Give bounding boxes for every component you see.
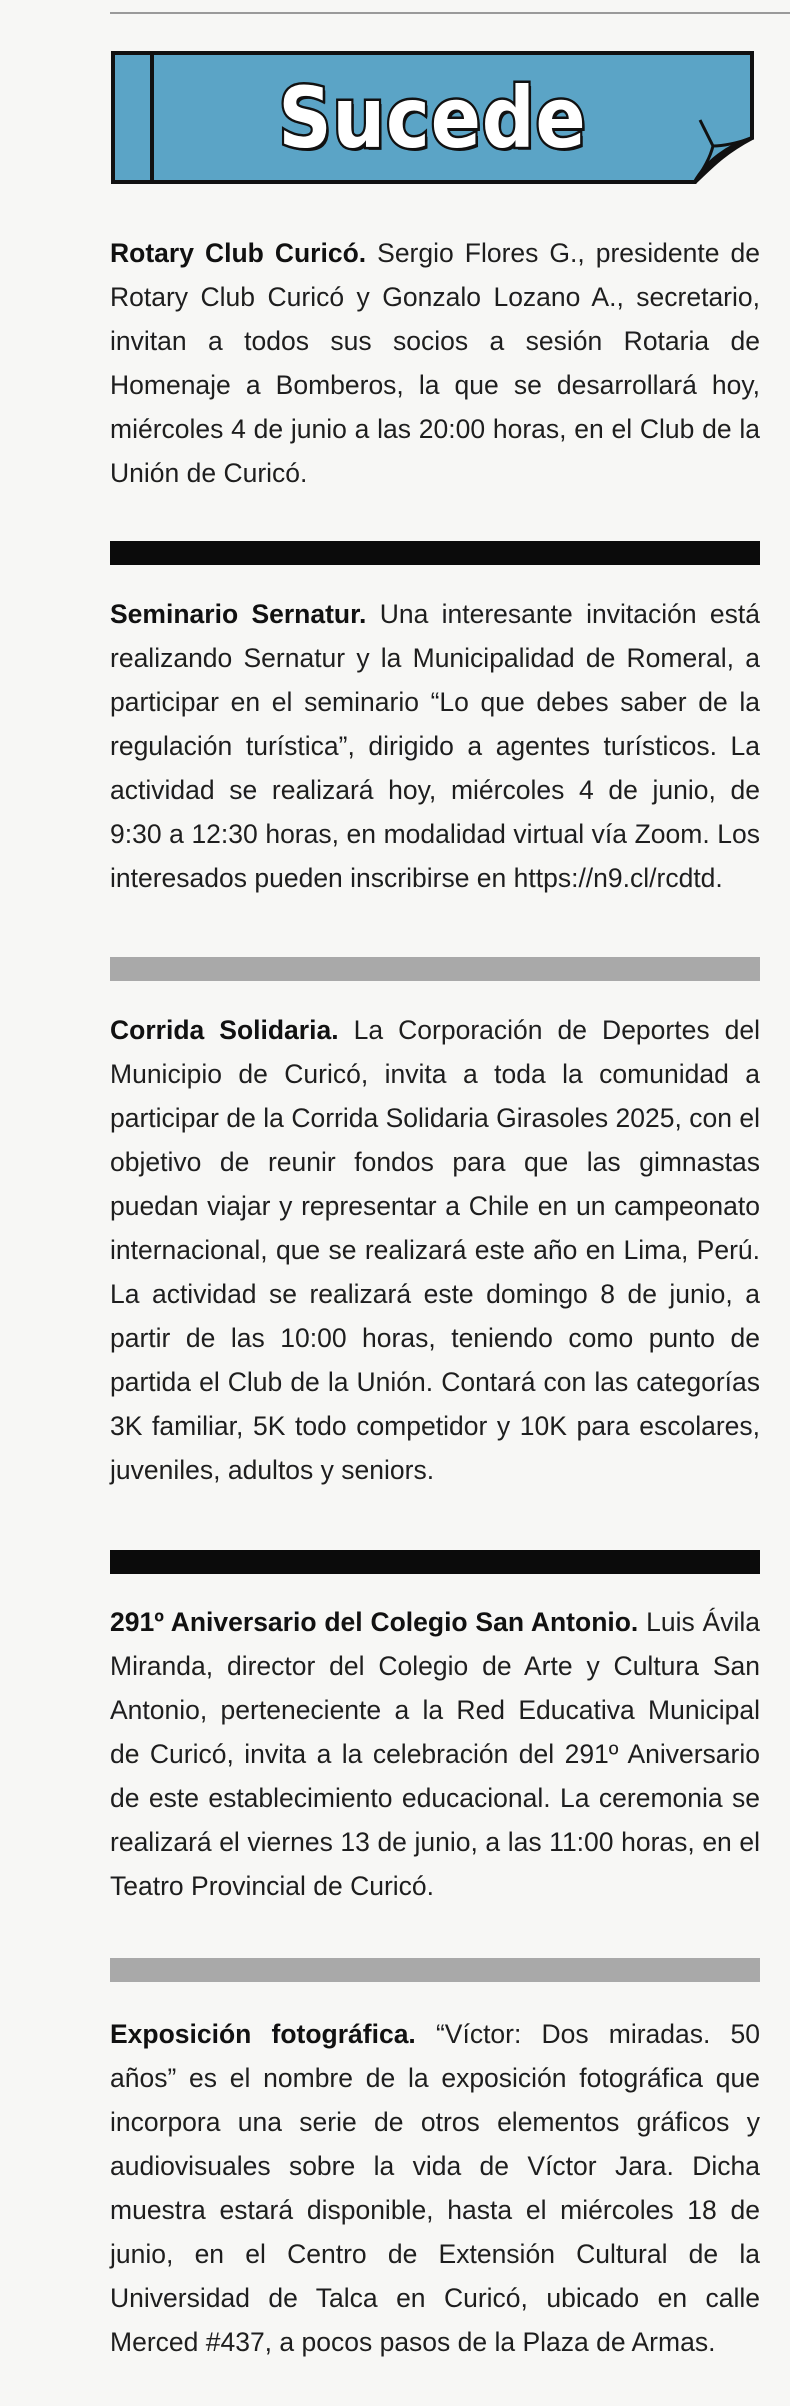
- section-title: Sucede: [278, 68, 587, 167]
- article-exposicion-fotografica: [110, 2012, 760, 2364]
- article-headline: Seminario Sernatur.: [110, 599, 367, 629]
- article-seminario-sernatur: [110, 592, 760, 900]
- divider-gray: [110, 1958, 760, 1982]
- top-rule: [110, 12, 790, 14]
- divider-gray: [110, 957, 760, 981]
- article-body: La Corporación de Deportes del Municipio de Curicó, invita a toda la comunidad a participar de la Corrida Solidaria Girasoles 2025, con el objetivo de reunir fondos para que las gimnastas puedan viajar y representar a Chile en un campeonato internacional, que se realizará este año en Lima, Perú. La actividad se realizará este domingo 8 de junio, a partir de las 10:00 horas, teniendo como punto de partida el Club de la Unión. Contará con las categorías 3K familiar, 5K todo competidor y 10K para escolares, juveniles, adultos y seniors.: [110, 1015, 760, 1485]
- divider-black: [110, 541, 760, 565]
- article-headline: 291º Aniversario del Colegio San Antonio.: [110, 1607, 639, 1637]
- article-body: Sergio Flores G., presidente de Rotary Club Curicó y Gonzalo Lozano A., secretario, invitan a todos sus socios a sesión Rotaria de Homenaje a Bomberos, la que se desarrollará hoy, miércoles 4 de junio a las 20:00 horas, en el Club de la Unión de Curicó.: [110, 238, 760, 488]
- article-headline: Exposición fotográfica.: [110, 2019, 416, 2049]
- article-rotary-club: [110, 231, 760, 495]
- article-body: Luis Ávila Miranda, director del Colegio de Arte y Cultura San Antonio, perteneciente a la Red Educativa Municipal de Curicó, invita a la celebración del 291º Aniversario de este establecimiento educacional. La ceremonia se realizará el viernes 13 de junio, a las 11:00 horas, en el Teatro Provincial de Curicó.: [110, 1607, 760, 1901]
- article-headline: Corrida Solidaria.: [110, 1015, 339, 1045]
- section-header-banner: [110, 50, 755, 185]
- divider-black: [110, 1550, 760, 1574]
- article-body: “Víctor: Dos miradas. 50 años” es el nombre de la exposición fotográfica que incorpora una serie de otros elementos gráficos y audiovisuales sobre la vida de Víctor Jara. Dicha muestra estará disponible, hasta el miércoles 18 de junio, en el Centro de Extensión Cultural de la Universidad de Talca en Curicó, ubicado en calle Merced #437, a pocos pasos de la Plaza de Armas.: [110, 2019, 760, 2357]
- article-corrida-solidaria: [110, 1008, 760, 1492]
- article-headline: Rotary Club Curicó.: [110, 238, 367, 268]
- article-aniversario-colegio: [110, 1600, 760, 1908]
- article-body: Una interesante invitación está realizando Sernatur y la Municipalidad de Romeral, a participar en el seminario “Lo que debes saber de la regulación turística”, dirigido a agentes turísticos. La actividad se realizará hoy, miércoles 4 de junio, de 9:30 a 12:30 horas, en modalidad virtual vía Zoom. Los interesados pueden inscribirse en https://n9.cl/rcdtd.: [110, 599, 760, 893]
